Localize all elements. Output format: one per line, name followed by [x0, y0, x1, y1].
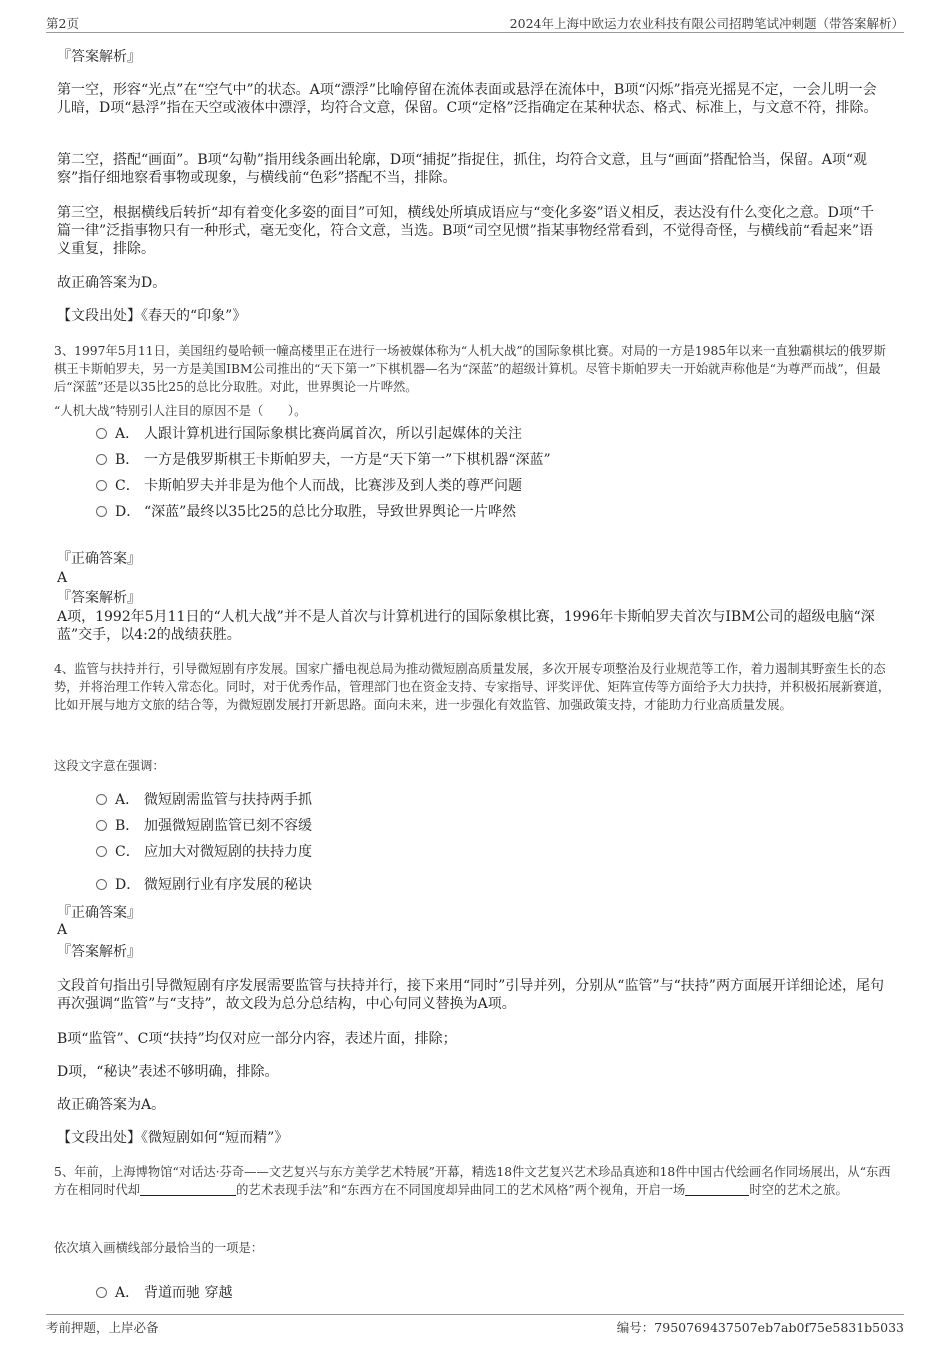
radio-icon[interactable] [96, 480, 107, 491]
q2-analysis-para1: 第一空，形容“光点”在“空气中”的状态。A项“漂浮”比喻停留在流体表面或悬浮在流体中，B项“闪烁”指亮光摇晃不定，一会儿明一会儿暗，D项“悬浮”指在天空或液体中漂浮，均符合文意，保留。C项“定格”泛指确定在某种状态、格式、标准上，与文意不符，排除。 [57, 82, 878, 116]
fill-blank-2 [685, 1183, 749, 1196]
q3-option-b[interactable]: B． 一方是俄罗斯棋王卡斯帕罗夫，一方是“天下第一”下棋机器“深蓝” [96, 451, 551, 469]
q3-analysis: A项，1992年5月11日的“人机大战”并不是人首次与计算机进行的国际象棋比赛，1996年卡斯帕罗夫首次与IBM公司的超级电脑“深蓝”交手，以4:2的战绩获胜。 [57, 609, 875, 643]
q4-answer: A [57, 922, 68, 938]
radio-icon[interactable] [96, 1287, 107, 1298]
radio-icon[interactable] [96, 820, 107, 831]
q3-stem: 3、1997年5月11日，美国纽约曼哈顿一幢高楼里正在进行一场被媒体称为“人机大战”的国际象棋比赛。对局的一方是1985年以来一直独霸棋坛的俄罗斯棋王卡斯帕罗夫，另一方是美国IBM公司推出的“天下第一”下棋机器—名为“深蓝”的超级计算机。尽管卡斯帕罗夫一开始就声称他是“为尊严而战”，但最后“深蓝”还是以35比25的总比分取胜。对此，世界舆论一片哗然。 [54, 344, 886, 394]
page-header [46, 14, 904, 33]
q4-conclusion: 故正确答案为A。 [57, 1097, 166, 1113]
q4-analysis-label: 『答案解析』 [57, 944, 141, 960]
q4-option-b[interactable]: B． 加强微短剧监管已刻不容缓 [96, 817, 312, 835]
q3-option-c[interactable]: C． 卡斯帕罗夫并非是为他个人而战，比赛涉及到人类的尊严问题 [96, 477, 522, 495]
page-footer [46, 1314, 904, 1336]
q2-source: 【文段出处】《春天的“印象”》 [57, 308, 247, 324]
q5-stem: 5、年前，上海博物馆“对话达·芬奇——文艺复兴与东方美学艺术特展”开幕，精选18件文艺复兴艺术珍品真迹和18件中国古代绘画名作同场展出，从“东西方在相同时代却 的艺术表现手法”和“东西方在不同国度却异曲同工的艺术风格”两个视角，开启一场 时空的艺术之旅。 [54, 1165, 891, 1197]
q4-option-d[interactable]: D． 微短剧行业有序发展的秘诀 [96, 876, 312, 894]
page-number: 第2页 [46, 16, 79, 31]
q2-analysis-label: 『答案解析』 [57, 49, 141, 65]
q5-option-a[interactable]: A． 背道而驰 穿越 [96, 1284, 232, 1302]
q4-option-c[interactable]: C． 应加大对微短剧的扶持力度 [96, 843, 312, 861]
document-id: 编号：7950769437507eb7ab0f75e5831b5033 [616, 1320, 904, 1335]
q4-analysis-para3: D项，“秘诀”表述不够明确，排除。 [57, 1064, 279, 1080]
q4-analysis-para2: B项“监管”、C项“扶持”均仅对应一部分内容，表述片面，排除； [57, 1031, 457, 1047]
radio-icon[interactable] [96, 454, 107, 465]
radio-icon[interactable] [96, 879, 107, 890]
q3-answer: A [57, 570, 68, 586]
radio-icon[interactable] [96, 506, 107, 517]
q2-analysis-para2: 第二空，搭配“画面”。B项“勾勒”指用线条画出轮廓，D项“捕捉”指捉住，抓住，均符合文意，且与“画面”搭配恰当，保留。A项“观察”指仔细地察看事物或现象，与横线前“色彩”搭配不当，排除。 [57, 152, 868, 186]
fill-blank-1 [140, 1183, 236, 1196]
q2-conclusion: 故正确答案为D。 [57, 275, 167, 291]
q4-analysis-para1: 文段首句指出引导微短剧有序发展需要监管与扶持并行，接下来用“同时”引导并列，分别从“监管”与“扶持”两方面展开详细论述，尾句再次强调“监管”与“支持”，故文段为总分总结构，中心句同义替换为A项。 [57, 978, 884, 1012]
radio-icon[interactable] [96, 794, 107, 805]
q5-question: 依次填入画横线部分最恰当的一项是： [54, 1241, 264, 1255]
radio-icon[interactable] [96, 846, 107, 857]
q4-source: 【文段出处】《微短剧如何“短而精”》 [57, 1130, 289, 1146]
radio-icon[interactable] [96, 428, 107, 439]
q4-question: 这段文字意在强调： [54, 759, 165, 773]
q3-analysis-label: 『答案解析』 [57, 590, 141, 606]
footer-slogan: 考前押题，上岸必备 [46, 1320, 159, 1335]
q3-option-d[interactable]: D． “深蓝”最终以35比25的总比分取胜，导致世界舆论一片哗然 [96, 503, 516, 521]
q3-answer-label: 『正确答案』 [57, 551, 141, 567]
q4-option-a[interactable]: A． 微短剧需监管与扶持两手抓 [96, 791, 312, 809]
q2-analysis-para3: 第三空，根据横线后转折“却有着变化多姿的面目”可知，横线处所填成语应与“变化多姿”语义相反，表达没有什么变化之意。D项“千篇一律”泛指事物只有一种形式，毫无变化，符合文意，当选。B项“司空见惯”指某事物经常看到，不觉得奇怪，与横线前“看起来”语义重复，排除。 [57, 205, 875, 257]
document-title: 2024年上海中欧运力农业科技有限公司招聘笔试冲刺题（带答案解析） [509, 16, 904, 31]
q3-option-a[interactable]: A． 人跟计算机进行国际象棋比赛尚属首次，所以引起媒体的关注 [96, 425, 522, 443]
q4-answer-label: 『正确答案』 [57, 905, 141, 921]
q3-question: “人机大战”特别引人注目的原因不是（ ）。 [54, 404, 307, 418]
q4-stem: 4、监管与扶持并行，引导微短剧有序发展。国家广播电视总局为推动微短剧高质量发展，多次开展专项整治及行业规范等工作，着力遏制其野蛮生长的态势，并将治理工作转入常态化。同时，对于优秀作品，管理部门也在资金支持、专家指导、评奖评优、矩阵宣传等方面给予大力扶持，并积极拓展新赛道，比如开展与地方文旅的结合等，为微短剧发展打开新思路。面向未来，进一步强化有效监管、加强政策支持，才能助力行业高质量发展。 [54, 662, 891, 712]
